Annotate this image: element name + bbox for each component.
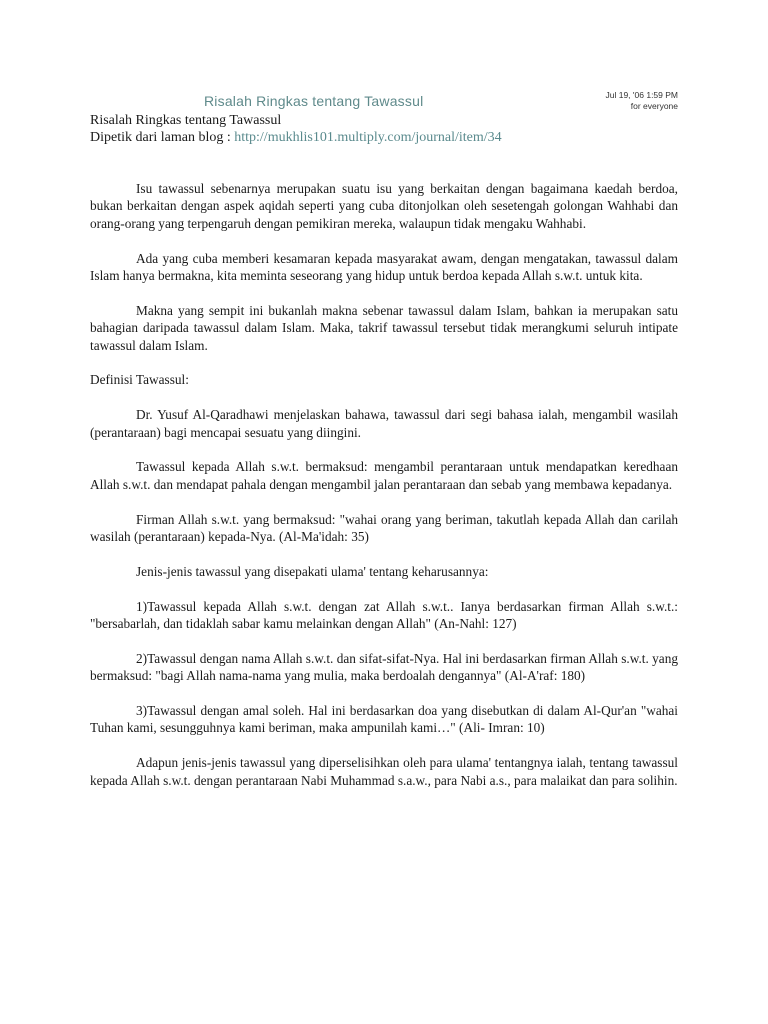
paragraph-3: Makna yang sempit ini bukanlah makna sebenar tawassul dalam Islam, bahkan ia merupakan satu bahagian daripada tawassul dalam Islam. Maka, takrif tawassul tersebut tidak merangkumi seluruh intipate tawassul dalam Islam.: [90, 302, 678, 353]
paragraph-2: Ada yang cuba memberi kesamaran kepada masyarakat awam, dengan mengatakan, tawassul dalam Islam hanya bermakna, kita meminta seseorang yang hidup untuk berdoa kepada Allah s.w.t. untuk kita.: [90, 250, 678, 284]
paragraph-7: Jenis-jenis tawassul yang disepakati ulama' tentang keharusannya:: [136, 563, 489, 579]
paragraph-4: Dr. Yusuf Al-Qaradhawi menjelaskan bahawa, tawassul dari segi bahasa ialah, mengambil wasilah (perantaraan) bagi mencapai sesuatu yang diingini.: [90, 407, 678, 440]
source-link[interactable]: http://mukhlis101.multiply.com/journal/item/34: [234, 130, 502, 145]
source-label: Dipetik dari laman blog :: [90, 130, 235, 145]
post-visibility: for everyone: [630, 101, 678, 111]
paragraph-5: Tawassul kepada Allah s.w.t. bermaksud: mengambil perantaraan untuk mendapatkan keredhaan Allah s.w.t. dan mendapat pahala dengan mengambil jalan perantaraan dan sebab yang membawa kepadanya.: [90, 459, 678, 492]
list-item-3: 3)Tawassul dengan amal soleh. Hal ini berdasarkan doa yang disebutkan di dalam Al-Qur'an "wahai Tuhan kami, sesungguhnya kami beriman, maka ampunilah kami…" (Ali- Imran: 10): [90, 703, 678, 736]
post-meta: [606, 90, 679, 112]
section-heading-definisi: Definisi Tawassul:: [90, 372, 189, 388]
list-item-2: 2)Tawassul dengan nama Allah s.w.t. dan sifat-sifat-Nya. Hal ini berdasarkan firman Allah s.w.t. yang bermaksud: "bagi Allah nama-nama yang mulia, maka berdoalah dengannya" (Al-A'raf: 180): [90, 650, 678, 684]
list-item-1: 1)Tawassul kepada Allah s.w.t. dengan zat Allah s.w.t.. Ianya berdasarkan firman Allah s.w.t.: "bersabarlah, dan tidaklah sabar kamu melainkan dengan Allah" (An-Nahl: 127): [90, 598, 678, 632]
paragraph-6: Firman Allah s.w.t. yang bermaksud: "wahai orang yang beriman, takutlah kepada Allah dan carilah wasilah (perantaraan) kepada-Nya. (Al-Ma'idah: 35): [90, 511, 678, 545]
article-body: [90, 180, 678, 806]
intro-source: [90, 129, 502, 146]
post-title[interactable]: Risalah Ringkas tentang Tawassul: [204, 93, 424, 109]
paragraph-1: Isu tawassul sebenarnya merupakan suatu isu yang berkaitan dengan bagaimana kaedah berdoa, bukan berkaitan dengan aspek aqidah seperti yang cuba ditonjolkan oleh sesetengah golongan Wahhabi dan orang-orang yang terpengaruh dengan pemikiran mereka, walaupun tidak mengaku Wahhabi.: [90, 181, 678, 231]
paragraph-8: Adapun jenis-jenis tawassul yang diperselisihkan oleh para ulama' tentangnya ialah, tentang tawassul kepada Allah s.w.t. dengan perantaraan Nabi Muhammad s.a.w., para Nabi a.s., para malaikat dan para solihin.: [90, 755, 678, 788]
post-date: Jul 19, '06 1:59 PM: [605, 90, 678, 100]
intro-block: [90, 112, 502, 146]
intro-title: Risalah Ringkas tentang Tawassul: [90, 113, 282, 128]
